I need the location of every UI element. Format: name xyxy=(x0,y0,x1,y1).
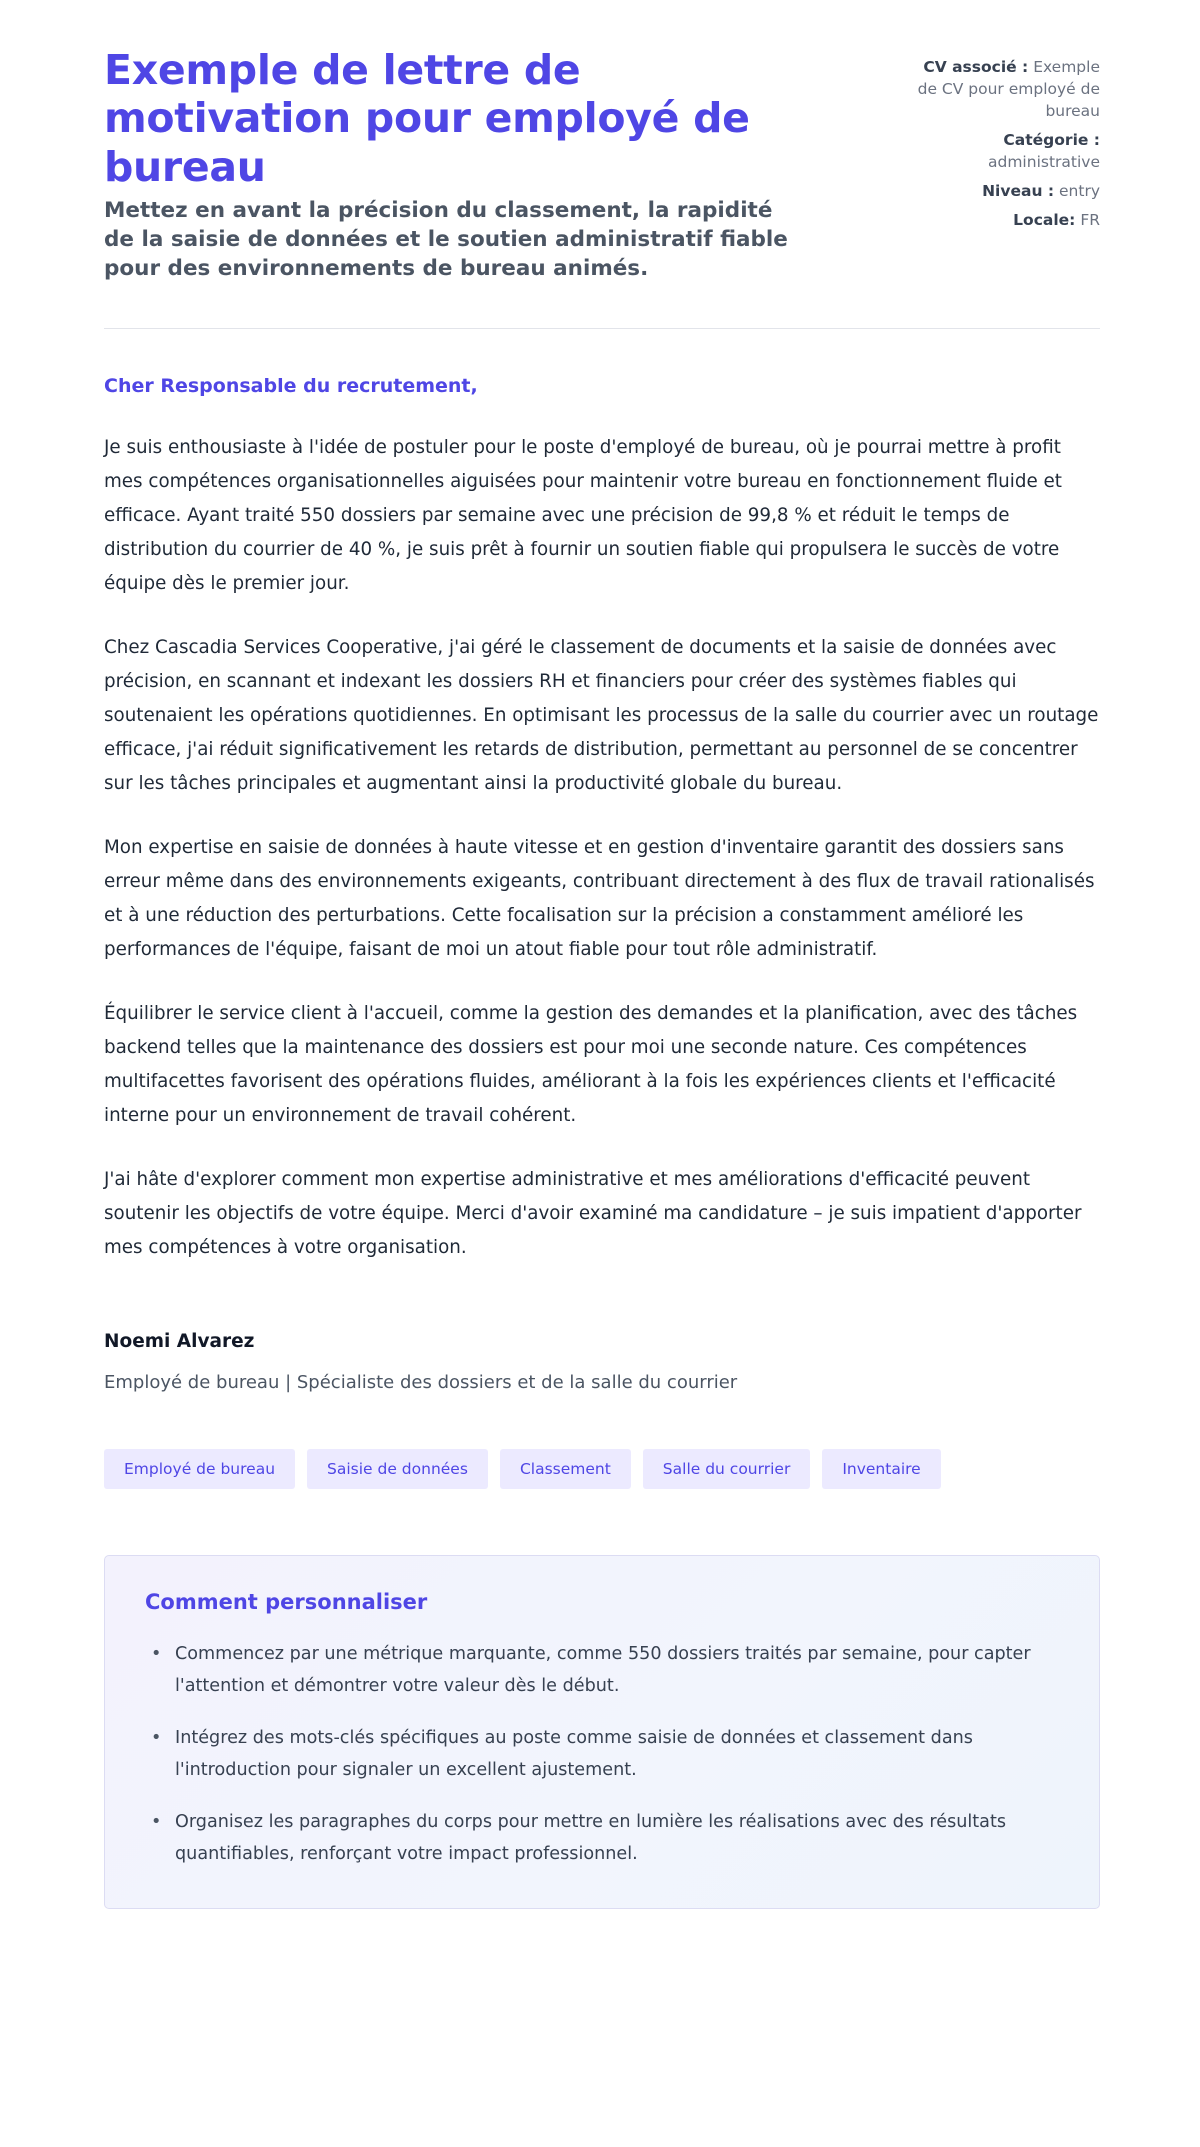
meta-label-resume: CV associé : xyxy=(923,58,1029,76)
page-title: Exemple de lettre de motivation pour employé de bureau xyxy=(104,46,750,191)
meta-value-level: entry xyxy=(1059,182,1100,200)
letter-paragraphs xyxy=(104,431,1100,1266)
meta-row-level xyxy=(915,180,1100,202)
signature-role: Employé de bureau | Spécialiste des dossiers et de la salle du courrier xyxy=(104,1372,738,1394)
tag-chip[interactable]: Salle du courrier xyxy=(643,1449,811,1489)
salutation: Cher Responsable du recrutement, xyxy=(104,374,478,397)
meta-value-locale: FR xyxy=(1080,211,1100,229)
tag-chip[interactable]: Employé de bureau xyxy=(104,1449,295,1489)
customization-callout xyxy=(104,1555,1100,1909)
tag-chip[interactable]: Saisie de données xyxy=(307,1449,488,1489)
page-subtitle: Mettez en avant la précision du classement, la rapidité de la saisie de données et le soutien administratif fiable pour des environnements de bureau animés. xyxy=(104,198,788,281)
letter-body xyxy=(104,329,1100,1266)
meta-value-resume: Exemple de CV pour employé de bureau xyxy=(917,58,1100,120)
callout-tip-list xyxy=(145,1638,1059,1870)
letter-paragraph: Chez Cascadia Services Cooperative, j'ai géré le classement de documents et la saisie de données avec précision, en scannant et indexant les dossiers RH et financiers pour créer des systèmes fiables qui soutenaient les opérations quotidiennes. En optimisant les processus de la salle du courrier avec un routage efficace, j'ai réduit significativement les retards de distribution, permettant au personnel de se concentrer sur les tâches principales et augmentant ainsi la productivité globale du bureau. xyxy=(104,636,1099,794)
meta-label-category: Catégorie : xyxy=(1003,131,1100,149)
callout-tip-item: • Intégrez des mots-clés spécifiques au poste comme saisie de données et classement dans l'introduction pour signaler un excellent ajustement. xyxy=(171,1722,1059,1786)
signature-block xyxy=(104,1331,1100,1393)
callout-title: Comment personnaliser xyxy=(145,1590,428,1615)
callout-tip-item: • Commencez par une métrique marquante, comme 550 dossiers traités par semaine, pour capter l'attention et démontrer votre valeur dès le début. xyxy=(171,1638,1059,1702)
meta-value-category: administrative xyxy=(988,153,1100,171)
header-text-block xyxy=(104,46,834,284)
letter-paragraph: Mon expertise en saisie de données à haute vitesse et en gestion d'inventaire garantit des dossiers sans erreur même dans des environnements exigeants, contribuant directement à des flux de travail rationalisés et à une réduction des perturbations. Cette focalisation sur la précision a constamment amélioré les performances de l'équipe, faisant de moi un atout fiable pour tout rôle administratif. xyxy=(104,836,1095,960)
tag-list xyxy=(104,1449,1100,1489)
meta-row-resume xyxy=(915,56,1100,122)
letter-paragraph: J'ai hâte d'explorer comment mon expertise administrative et mes améliorations d'efficacité peuvent soutenir les objectifs de votre équipe. Merci d'avoir examiné ma candidature – je suis impatient d'apporter mes compétences à votre organisation. xyxy=(104,1169,1082,1259)
meta-row-category xyxy=(915,129,1100,173)
tag-chip[interactable]: Inventaire xyxy=(822,1449,940,1489)
letter-paragraph: Je suis enthousiaste à l'idée de postuler pour le poste d'employé de bureau, où je pourrai mettre à profit mes compétences organisationnelles aiguisées pour maintenir votre bureau en fonctionnement fluide et efficace. Ayant traité 550 dossiers par semaine avec une précision de 99,8 % et réduit le temps de distribution du courrier de 40 %, je suis prêt à fournir un soutien fiable qui propulsera le succès de votre équipe dès le premier jour. xyxy=(104,436,1062,594)
document-header xyxy=(104,46,1100,284)
meta-label-level: Niveau : xyxy=(982,182,1055,200)
callout-tip-item: • Organisez les paragraphes du corps pour mettre en lumière les réalisations avec des résultats quantifiables, renforçant votre impact professionnel. xyxy=(171,1806,1059,1870)
signature-name: Noemi Alvarez xyxy=(104,1331,255,1353)
document-metadata xyxy=(915,46,1100,231)
tag-chip[interactable]: Classement xyxy=(500,1449,631,1489)
letter-paragraph: Équilibrer le service client à l'accueil, comme la gestion des demandes et la planification, avec des tâches backend telles que la maintenance des dossiers est pour moi une seconde nature. Ces compétences multifacettes favorisent des opérations fluides, améliorant à la fois les expériences clients et l'efficacité interne pour un environnement de travail cohérent. xyxy=(104,1002,1078,1127)
meta-row-locale xyxy=(915,209,1100,231)
meta-label-locale: Locale: xyxy=(1013,211,1076,229)
